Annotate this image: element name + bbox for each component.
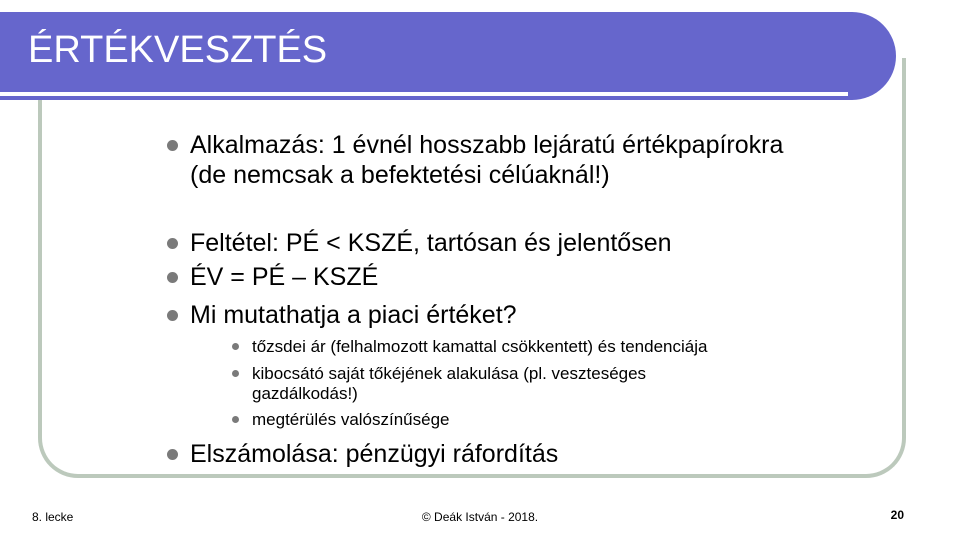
- bullet-dot-icon: [167, 140, 178, 151]
- bullet-item: [190, 300, 810, 330]
- sub-bullet-item: [252, 337, 812, 357]
- sub-bullet-text: megtérülés valószínűsége: [252, 410, 450, 429]
- sub-bullet-dot-icon: [232, 343, 239, 350]
- bullet-dot-icon: [167, 272, 178, 283]
- sub-bullet-dot-icon: [232, 416, 239, 423]
- footer-copyright-text: © Deák István - 2018.: [421, 510, 539, 524]
- bullet-text: Elszámolása: pénzügyi ráfordítás: [190, 440, 559, 468]
- slide-title: ÉRTÉKVESZTÉS: [28, 29, 328, 71]
- bullet-text: Feltétel: PÉ < KSZÉ, tartósan és jelentősen: [190, 229, 672, 257]
- sub-bullet-item: [252, 364, 752, 404]
- sub-bullet-dot-icon: [232, 370, 239, 377]
- bullet-item: [190, 130, 810, 190]
- bullet-item: [190, 228, 810, 258]
- bullet-dot-icon: [167, 238, 178, 249]
- page-number: 20: [890, 508, 904, 522]
- sub-bullet-text: tőzsdei ár (felhalmozott kamattal csökkentett) és tendenciája: [252, 337, 708, 356]
- bullet-text: Mi mutathatja a piaci értéket?: [190, 301, 517, 329]
- bullet-item: [190, 262, 810, 292]
- footer-copyright: [0, 510, 960, 524]
- bullet-item: [190, 439, 810, 469]
- bullet-dot-icon: [167, 310, 178, 321]
- sub-bullet-text: kibocsátó saját tőkéjének alakulása (pl. veszteséges gazdálkodás!): [252, 364, 647, 403]
- bullet-text: Alkalmazás: 1 évnél hosszabb lejáratú értékpapírokra (de nemcsak a befektetési célúaknál!): [190, 131, 784, 189]
- sub-bullet-item: [252, 410, 812, 430]
- footer-lecture-label: 8. lecke: [32, 510, 74, 524]
- bullet-dot-icon: [167, 449, 178, 460]
- bullet-text: ÉV = PÉ – KSZÉ: [190, 263, 379, 291]
